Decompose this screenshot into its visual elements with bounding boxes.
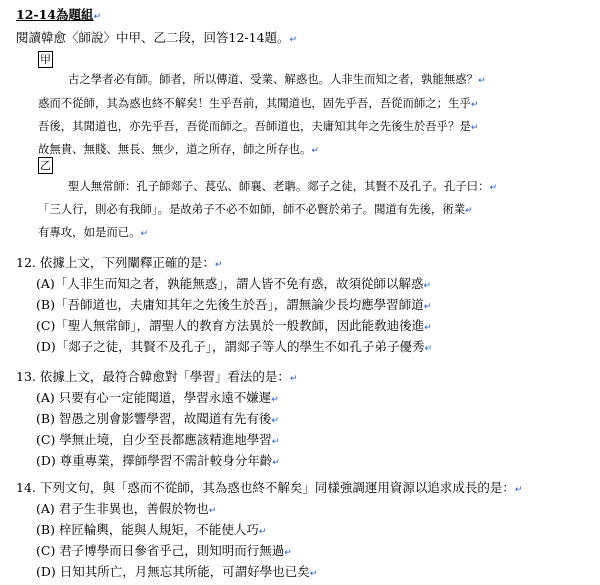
question-12-option-b: (B)「吾師道也，夫庸知其年之先後生於吾」，謂無論少長均應學習師道↵ (36, 297, 432, 312)
paragraph-mark-icon: ↵ (311, 146, 319, 156)
question-13-stem: 13. 依據上文，最符合韓愈對「學習」看法的是：↵ (16, 369, 298, 384)
question-14-option-a: (A) 君子生非異也，善假於物也↵ (36, 501, 217, 516)
question-12-option-a: (A)「人非生而知之者，孰能無惑」，謂人皆不免有惑，故須從師以解惑↵ (36, 276, 432, 291)
paragraph-mark-icon: ↵ (514, 485, 523, 495)
paragraph-mark-icon: ↵ (470, 100, 479, 110)
paragraph-mark-icon: ↵ (309, 569, 318, 579)
passage-yi-line-3: 有專攻，如是而已。↵ (38, 225, 149, 239)
passage-jia-line-3: 吾後，其聞道也，亦先乎吾，吾從而師之。吾師道也，夫庸知其年之先後生於吾乎？是↵ (38, 119, 479, 133)
question-14-option-c: (C) 君子博學而日參省乎己，則知明而行無過↵ (36, 543, 292, 558)
intro-text: 閱讀韓愈〈師說〉中甲、乙二段，回答12-14題。 (16, 30, 290, 45)
paragraph-mark-icon: ↵ (478, 76, 486, 86)
question-14-stem: 14. 下列文句，與「惑而不從師，其為惑也終不解矣」同樣強調運用資源以追求成長的是：↵ (16, 480, 523, 495)
question-13-option-a: (A) 只要有心一定能聞道，學習永遠不嫌遲↵ (36, 390, 279, 405)
paragraph-mark-icon: ↵ (271, 395, 279, 405)
question-14-option-b: (B) 梓匠輪輿，能與人規矩，不能使人巧↵ (36, 522, 267, 537)
paragraph-mark-icon: ↵ (424, 344, 433, 354)
question-13-option-c: (C) 學無止境，自少至長都應該精進地學習↵ (36, 432, 280, 447)
question-13-option-b: (B) 智愚之別會影響學習，故聞道有先有後↵ (36, 411, 279, 426)
paragraph-mark-icon: ↵ (424, 323, 432, 333)
paragraph-mark-icon: ↵ (271, 437, 280, 447)
question-12-option-d: (D)「郯子之徒，其賢不及孔子」，謂郯子等人的學生不如孔子弟子優秀↵ (36, 339, 433, 354)
paragraph-mark-icon: ↵ (423, 281, 432, 291)
paragraph-mark-icon: ↵ (140, 229, 149, 239)
passage-yi-line-1: 聖人無常師：孔子師郯子、萇弘、師襄、老聃。郯子之徒，其賢不及孔子。孔子曰：↵ (68, 179, 498, 193)
passage-label-jia: 甲 (40, 53, 51, 66)
paragraph-mark-icon: ↵ (93, 12, 102, 22)
paragraph-mark-icon: ↵ (489, 183, 498, 193)
section-title (16, 7, 101, 25)
paragraph-mark-icon: ↵ (258, 527, 267, 537)
passage-yi-line-2: 「三人行，則必有我師」。是故弟子不必不如師，師不必賢於弟子。聞道有先後，術業↵ (38, 202, 473, 216)
intro-line (16, 30, 297, 48)
paragraph-mark-icon: ↵ (271, 416, 279, 426)
paragraph-mark-icon: ↵ (272, 458, 280, 468)
question-14-option-d: (D) 日知其所亡，月無忘其所能，可謂好學也已矣↵ (36, 564, 318, 579)
paragraph-mark-icon: ↵ (214, 260, 223, 270)
passage-label-yi: 乙 (40, 159, 51, 172)
paragraph-mark-icon: ↵ (289, 374, 298, 384)
question-13-option-d: (D) 尊重專業，擇師學習不需計較身分年齡↵ (36, 453, 280, 468)
section-title-text: 12-14為題組 (16, 7, 94, 22)
paragraph-mark-icon: ↵ (465, 206, 473, 216)
passage-jia-line-4: 故無貴、無賤、無長、無少，道之所存，師之所存也。↵ (38, 142, 319, 156)
paragraph-mark-icon: ↵ (284, 548, 292, 558)
paragraph-mark-icon: ↵ (208, 506, 217, 516)
question-12-option-c: (C)「聖人無常師」，謂聖人的教育方法異於一般教師，因此能敎迪後進↵ (36, 318, 432, 333)
question-12-stem: 12. 依據上文，下列闡釋正確的是：↵ (16, 255, 223, 270)
passage-jia-line-2: 惑而不從師，其為惑也終不解矣！生乎吾前，其聞道也，固先乎吾，吾從而師之；生乎↵ (38, 96, 479, 110)
paragraph-mark-icon: ↵ (289, 35, 298, 45)
paragraph-mark-icon: ↵ (470, 123, 479, 133)
passage-jia-line-1: 古之學者必有師。師者，所以傳道、受業、解惑也。人非生而知之者，孰能無惑？↵ (68, 72, 486, 86)
paragraph-mark-icon: ↵ (423, 302, 432, 312)
